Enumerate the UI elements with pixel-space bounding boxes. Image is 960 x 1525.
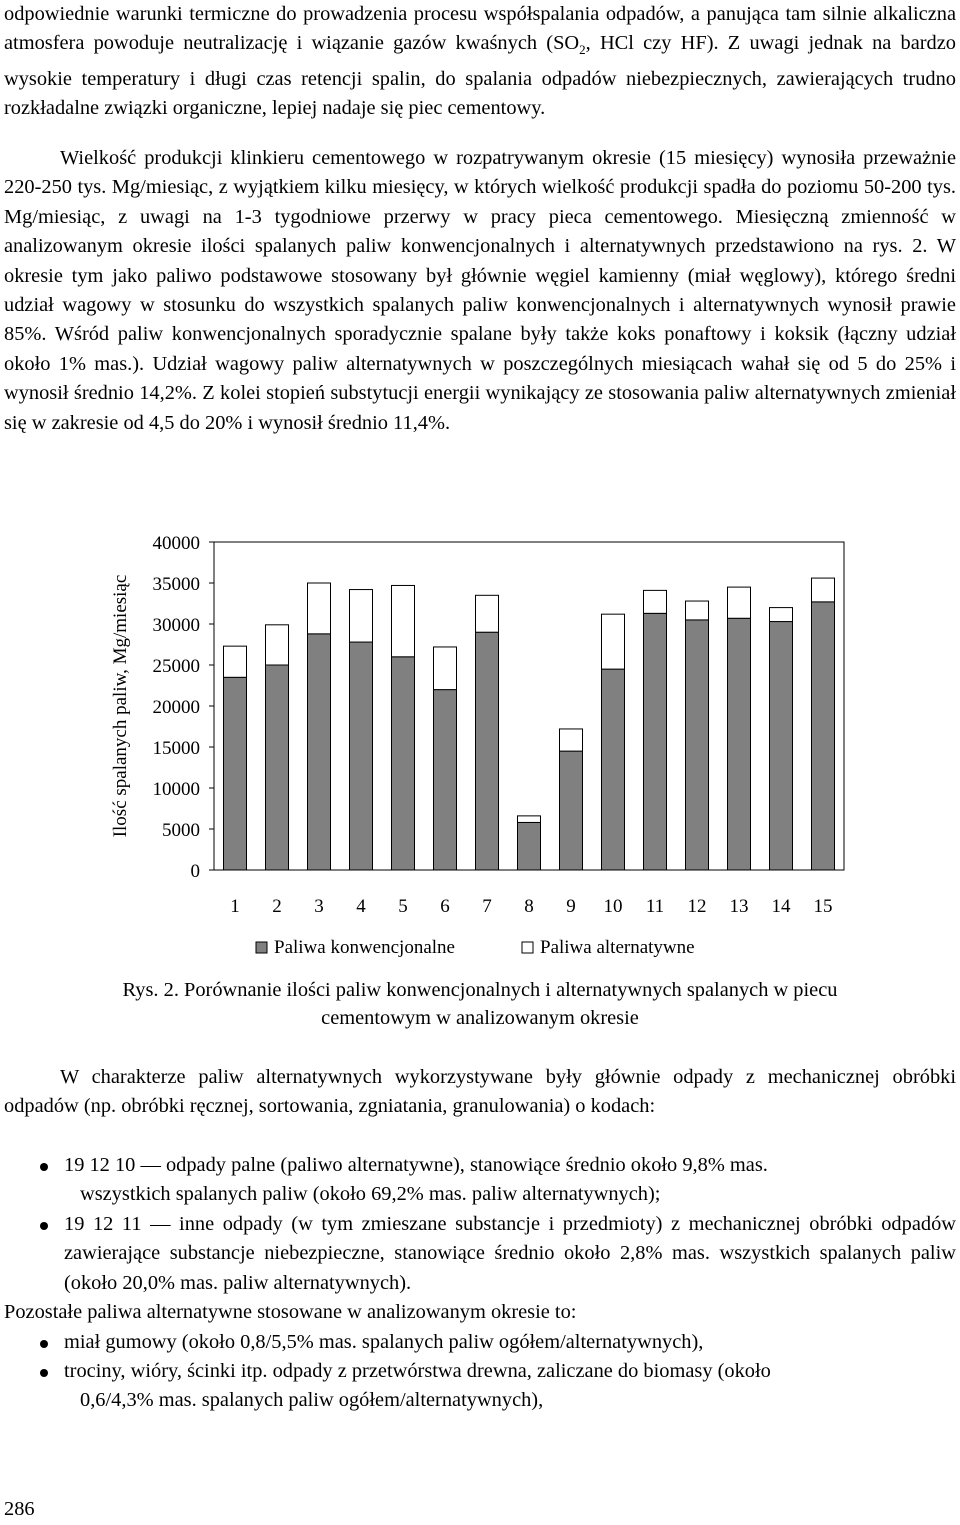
bar-conventional: [266, 665, 289, 870]
bar-alternative: [266, 625, 289, 665]
x-tick-label: 14: [771, 896, 791, 917]
bullet-icon: [40, 1222, 48, 1230]
x-tick-label: 15: [813, 896, 833, 917]
bar-conventional: [560, 751, 583, 870]
bar-alternative: [392, 585, 415, 656]
bar-conventional: [308, 634, 331, 870]
x-tick-label: 3: [314, 896, 324, 917]
y-tick-label: 35000: [152, 574, 200, 595]
x-tick-label: 4: [356, 896, 366, 917]
y-tick-label: 20000: [152, 697, 200, 718]
paragraph-alternative-fuels: W charakterze paliw alternatywnych wykorzystywane były głównie odpady z mechanicznej obróbki odpadów (np. obróbki ręcznej, sortowania, zgniatania, granulowania) o kodach:: [4, 1066, 956, 1118]
legend-label-alternative: Paliwa alternatywne: [540, 937, 695, 958]
bar-alternative: [350, 590, 373, 642]
y-tick-label: 25000: [152, 656, 200, 677]
list-item-191211: 19 12 11 — inne odpady (w tym zmieszane substancje i przedmioty) z mechanicznej obróbki odpadów zawierające substancje niebezpieczne, stanowiące średnio około 2,8% mas. wszystkich spalanych paliw (około 20,0% mas. paliw alternatywnych).: [4, 1210, 956, 1298]
y-tick-label: 0: [190, 861, 200, 882]
bar-conventional: [728, 618, 751, 870]
paragraph-intro: odpowiednie warunki termiczne do prowadzenia procesu współspalania odpadów, a panująca tam silnie alkaliczna atmosfera powoduje neutralizację i wiązanie gazów kwaśnych ($SO_2$, HCl czy HF). Z uwagi jednak na bardzo wysokie temperatury i długi czas retencji spalin, do spalania odpadów niebezpiecznych, zawierających trudno rozkładalne związki organiczne, lepiej nadaje się piec cementowy.: [4, 3, 956, 120]
legend-label-conventional: Paliwa konwencjonalne: [274, 937, 455, 958]
bar-conventional: [686, 620, 709, 870]
paragraph-other-fuels: Pozostałe paliwa alternatywne stosowane w analizowanym okresie to:: [4, 1301, 577, 1323]
bar-alternative: [644, 590, 667, 613]
bullet-icon: [40, 1340, 48, 1348]
legend-swatch-alternative: [522, 942, 533, 953]
y-tick-label: 10000: [152, 779, 200, 800]
x-tick-label: 1: [230, 896, 240, 917]
list-item-191210: 19 12 10 — odpady palne (paliwo alternatywne), stanowiące średnio około 9,8% mas. wszystkich spalanych paliw (około 69,2% mas. paliw alternatywnych);: [4, 1151, 956, 1210]
bar-conventional: [644, 613, 667, 870]
paragraph-clinker-production: Wielkość produkcji klinkieru cementowego w rozpatrywanym okresie (15 miesięcy) wynosiła przeważnie 220-250 tys. Mg/miesiąc, z wyjątkiem kilku miesięcy, w których wielkość produkcji spadła do poziomu 50-200 tys. Mg/miesiąc, z uwagi na 1-3 tygodniowe przerwy w pracy pieca cementowego. Miesięczną zmienność w analizowanym okresie ilości spalanych paliw konwencjonalnych i alternatywnych przedstawiono na rys. 2. W okresie tym jako paliwo podstawowe stosowany był głównie węgiel kamienny (miał węglowy), którego średni udział wagowy w stosunku do wszystkich spalanych paliw konwencjonalnych i alternatywnych wynosił prawie 85%. Wśród paliw konwencjonalnych sporadycznie spalane były także koks ponaftowy i koksik (łączny udział około 1% mas.). Udział wagowy paliw alternatywnych w poszczególnych miesiącach wahał się od 5 do 25% i wynosił średnio 14,2%. Z kolei stopień substytucji energii wynikający ze stosowania paliw alternatywnych zmieniał się w zakresie od 4,5 do 20% i wynosił średnio 11,4%.: [4, 147, 956, 434]
y-tick-label: 40000: [152, 533, 200, 554]
x-tick-label: 10: [603, 896, 623, 917]
x-tick-label: 9: [566, 896, 576, 917]
y-tick-label: 5000: [162, 820, 200, 841]
x-tick-label: 12: [687, 896, 707, 917]
bar-alternative: [518, 816, 541, 823]
fuel-comparison-chart: [4, 510, 864, 970]
page-number: 286: [4, 1498, 35, 1520]
y-tick-label: 30000: [152, 615, 200, 636]
bar-conventional: [476, 632, 499, 870]
bar-alternative: [812, 578, 835, 602]
x-tick-label: 7: [482, 896, 492, 917]
bar-alternative: [224, 646, 247, 677]
bar-alternative: [602, 614, 625, 669]
y-tick-label: 15000: [152, 738, 200, 759]
bar-alternative: [476, 595, 499, 632]
bar-alternative: [686, 601, 709, 620]
x-tick-label: 13: [729, 896, 749, 917]
figure-caption: Rys. 2. Porównanie ilości paliw konwencjonalnych i alternatywnych spalanych w piecu cementowym w analizowanym okresie: [122, 979, 838, 1029]
bar-conventional: [518, 822, 541, 870]
bar-alternative: [308, 583, 331, 634]
x-tick-label: 11: [645, 896, 665, 917]
bar-conventional: [602, 669, 625, 870]
list-item-sawdust: trociny, wióry, ścinki itp. odpady z przetwórstwa drewna, zaliczane do biomasy (około 0,6/4,3% mas. spalanych paliw ogółem/alternatywnych),: [4, 1357, 956, 1416]
bar-conventional: [434, 690, 457, 870]
bar-alternative: [728, 587, 751, 618]
x-tick-label: 5: [398, 896, 408, 917]
bullet-icon: [40, 1163, 48, 1171]
x-tick-label: 8: [524, 896, 534, 917]
bullet-icon: [40, 1369, 48, 1377]
bar-alternative: [770, 608, 793, 622]
bar-conventional: [770, 622, 793, 870]
legend-swatch-conventional: [256, 942, 267, 953]
bar-conventional: [392, 657, 415, 870]
list-item-rubber: miał gumowy (około 0,8/5,5% mas. spalanych paliw ogółem/alternatywnych),: [4, 1328, 956, 1357]
x-tick-label: 2: [272, 896, 282, 917]
bar-conventional: [812, 602, 835, 870]
bar-conventional: [224, 677, 247, 870]
bar-alternative: [560, 729, 583, 751]
x-tick-label: 6: [440, 896, 450, 917]
bar-conventional: [350, 642, 373, 870]
bar-alternative: [434, 647, 457, 690]
y-axis-label: Ilość spalanych paliw, Mg/miesiąc: [110, 574, 131, 838]
